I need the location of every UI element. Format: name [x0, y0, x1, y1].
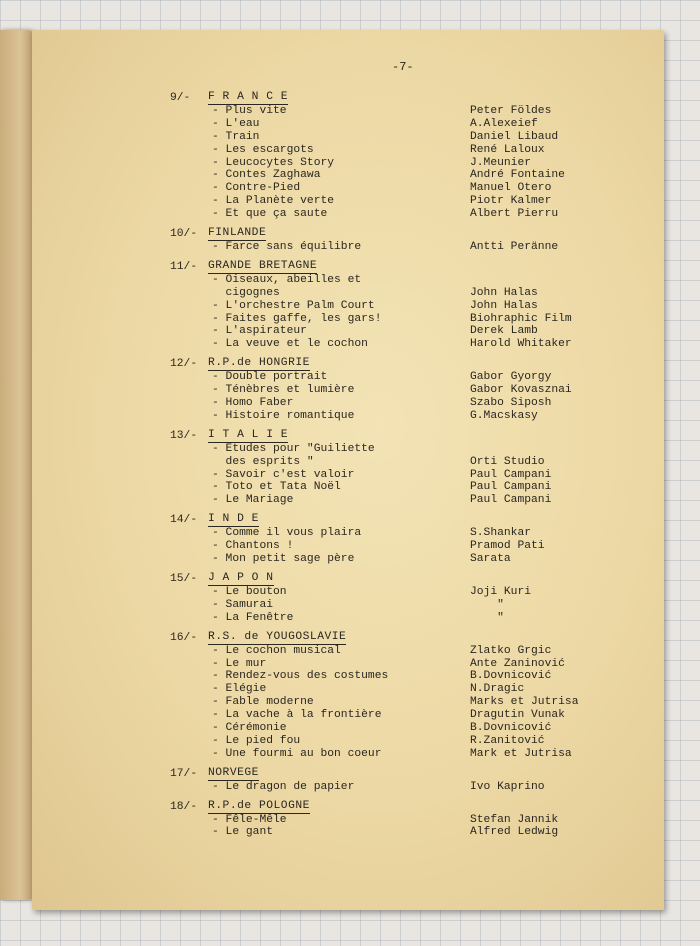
film-author: Zlatko Grgic — [470, 644, 552, 657]
film-entry — [170, 169, 650, 182]
film-author: Derek Lamb — [470, 325, 538, 338]
film-title: - Chantons ! — [212, 540, 294, 553]
film-author: Paul Campani — [470, 468, 552, 481]
section-heading — [170, 573, 650, 586]
film-entry — [170, 481, 650, 494]
film-entry — [170, 443, 650, 456]
film-title: - Farce sans équilibre — [212, 241, 362, 254]
section-number: 11/- — [170, 260, 198, 273]
film-entry — [170, 195, 650, 208]
film-entry — [170, 781, 650, 794]
film-entry — [170, 300, 650, 313]
country-section — [170, 573, 650, 625]
country-name: FINLANDE — [208, 227, 267, 240]
film-author: S.Shankar — [470, 527, 532, 540]
film-author: Gabor Kovasznai — [470, 384, 572, 397]
page-number: -7- — [392, 60, 414, 74]
film-author: Daniel Libaud — [470, 130, 559, 143]
film-entry — [170, 658, 650, 671]
film-author: R.Zanitović — [470, 734, 545, 747]
film-entry — [170, 553, 650, 566]
film-entry — [170, 696, 650, 709]
country-name: J A P O N — [208, 571, 274, 584]
film-title: - Ténèbres et lumière — [212, 384, 355, 397]
country-section — [170, 430, 650, 507]
film-author: Ante Zaninović — [470, 657, 565, 670]
country-name: F R A N C E — [208, 91, 289, 103]
film-title: - Comme il vous plaira — [212, 527, 362, 540]
film-author: J.Meunier — [470, 156, 532, 169]
country-name: NORVEGE — [208, 766, 259, 779]
film-entry — [170, 540, 650, 553]
film-title: cigognes — [212, 286, 280, 299]
film-entry — [170, 182, 650, 195]
country-section — [170, 632, 650, 761]
section-heading — [170, 801, 650, 814]
section-heading — [170, 430, 650, 443]
film-title: - Le mur — [212, 657, 267, 670]
film-author: A.Alexeief — [470, 117, 538, 130]
film-title: - Une fourmi au bon coeur — [212, 747, 382, 760]
section-heading — [170, 261, 650, 274]
film-author: Pramod Pati — [470, 540, 545, 553]
section-number: 9/- — [170, 92, 191, 104]
country-section — [170, 514, 650, 566]
film-entry — [170, 586, 650, 599]
section-heading — [170, 92, 650, 105]
film-title: - Oiseaux, abeilles et — [212, 273, 362, 286]
country-section — [170, 801, 650, 840]
film-title: - Et que ça saute — [212, 208, 328, 221]
film-entry — [170, 683, 650, 696]
film-title: - L'eau — [212, 117, 260, 130]
film-entry — [170, 241, 650, 254]
section-number: 18/- — [170, 800, 198, 813]
film-title: - Faites gaffe, les gars! — [212, 312, 382, 325]
film-title: - Savoir c'est valoir — [212, 468, 355, 481]
film-title: - Elégie — [212, 683, 267, 696]
film-entry — [170, 456, 650, 469]
film-author: John Halas — [470, 286, 538, 299]
film-title: - Etudes pour "Guiliette — [212, 442, 375, 455]
section-number: 14/- — [170, 514, 198, 527]
film-author: Paul Campani — [470, 481, 552, 494]
film-title: - L'aspirateur — [212, 325, 307, 338]
left-page-edge — [0, 30, 34, 900]
film-title: - Le dragon de papier — [212, 780, 355, 793]
film-author: Alfred Ledwig — [470, 826, 559, 839]
film-entry — [170, 105, 650, 118]
country-name: R.P.de POLOGNE — [208, 799, 310, 812]
film-title: - La vache à la frontière — [212, 709, 382, 722]
film-author: Albert Pierru — [470, 208, 559, 221]
film-author: N.Dragic — [470, 683, 525, 696]
section-number: 16/- — [170, 631, 198, 644]
section-heading — [170, 768, 650, 781]
section-number: 15/- — [170, 572, 198, 585]
film-title: - La Fenêtre — [212, 611, 294, 624]
film-author: Sarata — [470, 553, 511, 566]
film-author: B.Dovnicović — [470, 721, 552, 734]
film-entry — [170, 645, 650, 658]
film-title: - Samurai — [212, 598, 274, 611]
section-number: 12/- — [170, 358, 198, 371]
film-author: Antti Peränne — [470, 241, 559, 254]
section-number: 17/- — [170, 767, 198, 780]
film-entry — [170, 144, 650, 157]
film-author: Joji Kuri — [470, 585, 532, 598]
country-section — [170, 768, 650, 794]
country-name: I T A L I E — [208, 428, 289, 441]
film-list — [170, 92, 650, 846]
film-entry — [170, 722, 650, 735]
film-title: - Double portrait — [212, 371, 328, 384]
film-entry — [170, 494, 650, 507]
country-section — [170, 228, 650, 254]
country-name: I N D E — [208, 513, 259, 526]
film-author: Szabo Siposh — [470, 397, 552, 410]
film-author: Ivo Kaprino — [470, 780, 545, 793]
country-section — [170, 92, 650, 221]
film-title: - Train — [212, 130, 260, 143]
film-author: Harold Whitaker — [470, 338, 572, 351]
section-heading — [170, 228, 650, 241]
section-heading — [170, 514, 650, 527]
film-entry — [170, 325, 650, 338]
film-entry — [170, 313, 650, 326]
film-title: - Histoire romantique — [212, 409, 355, 422]
film-author: Biohraphic Film — [470, 312, 572, 325]
film-entry — [170, 748, 650, 761]
section-number: 13/- — [170, 429, 198, 442]
country-name: R.P.de HONGRIE — [208, 357, 310, 370]
film-author: Manuel Otero — [470, 182, 552, 195]
film-author: Stefan Jannik — [470, 813, 559, 826]
film-entry — [170, 814, 650, 827]
film-entry — [170, 208, 650, 221]
film-entry — [170, 599, 650, 612]
film-entry — [170, 131, 650, 144]
film-title: - Toto et Tata Noël — [212, 481, 341, 494]
film-entry — [170, 287, 650, 300]
section-number: 10/- — [170, 228, 198, 241]
document-page — [32, 30, 664, 910]
film-title: - Homo Faber — [212, 397, 294, 410]
section-heading — [170, 632, 650, 645]
film-title: - La Planète verte — [212, 195, 335, 208]
film-entry — [170, 384, 650, 397]
film-entry — [170, 410, 650, 423]
film-author: Piotr Kalmer — [470, 195, 552, 208]
film-entry — [170, 469, 650, 482]
film-entry — [170, 709, 650, 722]
film-author: Peter Földes — [470, 105, 552, 117]
film-author: Dragutin Vunak — [470, 709, 565, 722]
film-author: Gabor Gyorgy — [470, 371, 552, 384]
film-title: - Le cochon musical — [212, 644, 341, 657]
film-title: - Mon petit sage père — [212, 553, 355, 566]
film-author: " — [470, 611, 504, 624]
country-section — [170, 261, 650, 351]
film-title: des esprits " — [212, 455, 314, 468]
film-entry — [170, 670, 650, 683]
film-title: - Fêle-Mêle — [212, 813, 287, 826]
film-title: - Contre-Pied — [212, 182, 301, 195]
film-author: Paul Campani — [470, 494, 552, 507]
film-title: - Le pied fou — [212, 734, 301, 747]
film-title: - Le gant — [212, 826, 274, 839]
film-title: - Cérémonie — [212, 721, 287, 734]
film-title: - La veuve et le cochon — [212, 338, 368, 351]
film-entry — [170, 157, 650, 170]
film-title: - L'orchestre Palm Court — [212, 299, 375, 312]
film-title: - Contes Zaghawa — [212, 169, 321, 182]
film-author: John Halas — [470, 299, 538, 312]
film-title: - Rendez-vous des costumes — [212, 670, 389, 683]
film-entry — [170, 612, 650, 625]
film-author: Orti Studio — [470, 455, 545, 468]
film-entry — [170, 735, 650, 748]
film-entry — [170, 371, 650, 384]
country-name: R.S. de YOUGOSLAVIE — [208, 630, 347, 643]
film-title: - Fable moderne — [212, 696, 314, 709]
film-author: G.Macskasy — [470, 409, 538, 422]
film-author: Marks et Jutrisa — [470, 696, 579, 709]
film-title: - Leucocytes Story — [212, 156, 335, 169]
section-heading — [170, 358, 650, 371]
country-section — [170, 358, 650, 423]
film-author: Mark et Jutrisa — [470, 747, 572, 760]
film-title: - Les escargots — [212, 143, 314, 156]
film-entry — [170, 118, 650, 131]
film-author: B.Dovnicović — [470, 670, 552, 683]
country-name: GRANDE BRETAGNE — [208, 259, 318, 272]
film-author: René Laloux — [470, 143, 545, 156]
film-author: " — [470, 598, 504, 611]
film-author: André Fontaine — [470, 169, 565, 182]
film-entry — [170, 338, 650, 351]
film-title: - Plus vite — [212, 105, 287, 117]
film-entry — [170, 527, 650, 540]
film-entry — [170, 274, 650, 287]
film-title: - Le bouton — [212, 585, 287, 598]
film-entry — [170, 397, 650, 410]
film-entry — [170, 826, 650, 839]
film-title: - Le Mariage — [212, 494, 294, 507]
